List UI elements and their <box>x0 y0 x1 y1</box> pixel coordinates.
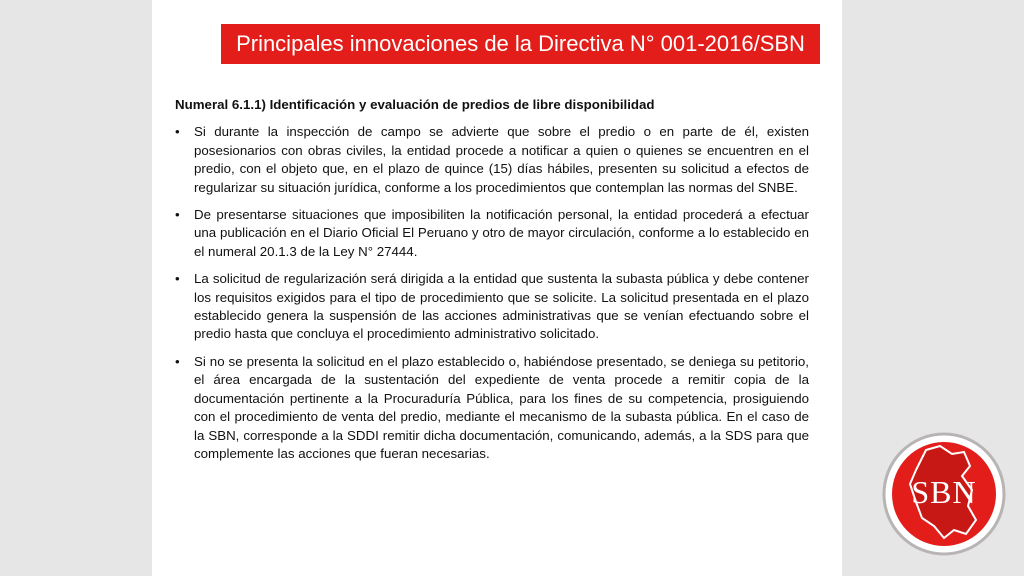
bullet-list <box>175 123 809 463</box>
bullet-dot-icon: • <box>175 207 180 223</box>
slide-title-banner <box>221 24 820 64</box>
sbn-logo <box>882 432 1006 556</box>
bullet-text: Si durante la inspección de campo se advierte que sobre el predio o en parte de él, existen posesionarios con obras civiles, la entidad procede a notificar a quien o quienes se encuentren en el predio, con el objeto que, en el plazo de quince (15) días hábiles, presenten su solicitud a efectos de regularizar su situación jurídica, conforme a los procedimientos que contemplan las normas del SNBE. <box>194 124 809 195</box>
bullet-item <box>175 270 809 344</box>
left-side-bar <box>0 0 152 576</box>
bullet-item <box>175 123 809 197</box>
bullet-item <box>175 206 809 261</box>
section-heading: Numeral 6.1.1) Identificación y evaluación de predios de libre disponibilidad <box>175 97 655 112</box>
bullet-text: De presentarse situaciones que imposibiliten la notificación personal, la entidad procederá a efectuar una publicación en el Diario Oficial El Peruano y otro de mayor circulación, conforme a lo establecido en el numeral 20.1.3 de la Ley N° 27444. <box>194 207 809 259</box>
bullet-dot-icon: • <box>175 353 180 369</box>
bullet-dot-icon: • <box>175 271 180 287</box>
logo-text: SBN <box>911 474 977 510</box>
bullet-text: La solicitud de regularización será dirigida a la entidad que sustenta la subasta pública y debe contener los requisitos exigidos para el tipo de procedimiento que se solicite. La solicitud presentada en el plazo establecido genera la suspensión de las acciones administrativas que se venían efectuando sobre el predio hasta que concluya el procedimiento administrativo solicitado. <box>194 271 809 342</box>
slide-body <box>175 96 809 472</box>
slide-title: Principales innovaciones de la Directiva N° 001-2016/SBN <box>236 31 805 56</box>
bullet-text: Si no se presenta la solicitud en el plazo establecido o, habiéndose presentado, se deniega su petitorio, el área encargada de la sustentación del expediente de venta procede a remitir copia de la documentación pertinente a la Procuraduría Pública, para los fines de su competencia, prosiguiendo con el procedimiento de venta del predio, mediante el mecanismo de la subasta pública. En el caso de la SBN, corresponde a la SDDI remitir dicha documentación, comunicando, además, a la SDS para que complemente las acciones que fueran necesarias. <box>194 353 809 461</box>
bullet-item <box>175 353 809 463</box>
bullet-dot-icon: • <box>175 124 180 140</box>
